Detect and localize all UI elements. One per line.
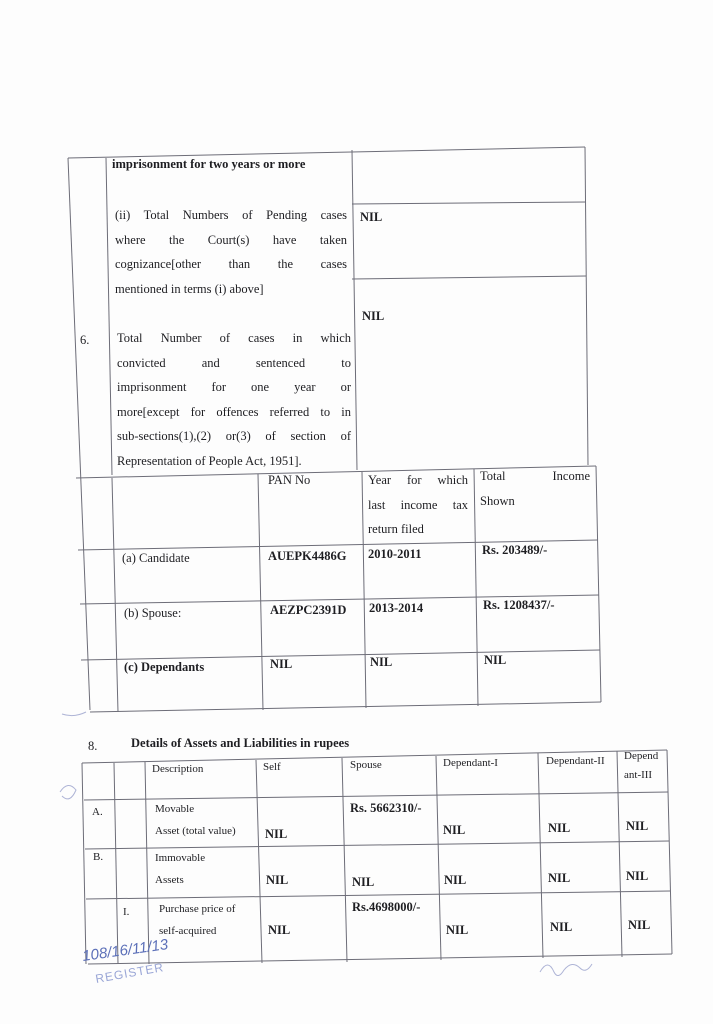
row-b-description <box>155 847 205 891</box>
year-header-line: return filed <box>368 522 424 536</box>
convicted-line: sub-sections(1),(2) or(3) of section of <box>117 429 351 443</box>
row-b-spouse: NIL <box>352 875 375 889</box>
description-header: Description <box>152 763 204 775</box>
row-i-spouse: Rs.4698000/- <box>352 900 421 914</box>
row-a-description-line: Movable <box>155 803 195 815</box>
dependant-3-header-line: Depend <box>624 750 659 762</box>
convicted-line: Total Number of cases in which <box>117 331 351 345</box>
section-8-title: Details of Assets and Liabilities in rupees <box>131 736 350 750</box>
dependants-label: (c) Dependants <box>124 660 205 674</box>
row-i-description-line: Purchase price of <box>159 903 236 915</box>
year-header <box>368 468 468 542</box>
row-a-self: NIL <box>265 827 288 841</box>
section-8-number: 8. <box>88 739 98 753</box>
candidate-pan: AUEPK4486G <box>268 549 347 563</box>
row-b-self: NIL <box>266 873 289 887</box>
pending-line: mentioned in terms (i) above] <box>115 281 264 296</box>
convicted-line: convicted and sentenced to <box>117 355 351 370</box>
row-a-dependant-2: NIL <box>548 821 571 835</box>
convicted-line: Representation of People Act, 1951]. <box>117 453 302 468</box>
spouse-year: 2013-2014 <box>369 601 424 615</box>
dependant-1-header: Dependant-I <box>443 757 498 769</box>
self-header: Self <box>263 761 281 773</box>
register-stamp-number: 108/16/11/13 <box>81 936 170 965</box>
income-header-line: Shown <box>480 493 515 508</box>
row-i-description <box>159 898 235 942</box>
dependants-income: NIL <box>484 653 507 667</box>
row-b-dependant-3: NIL <box>626 869 649 883</box>
year-header-line: Year for which <box>368 473 468 487</box>
spouse-income: Rs. 1208437/- <box>483 598 555 612</box>
convicted-cases-text <box>117 326 351 473</box>
candidate-year: 2010-2011 <box>368 547 422 561</box>
row-a-mark: A. <box>92 806 103 818</box>
row-a-dependant-1: NIL <box>443 823 466 837</box>
spouse-header: Spouse <box>350 759 382 771</box>
row-i-dependant-3: NIL <box>628 918 651 932</box>
row-i-description-line: self-acquired <box>159 925 217 937</box>
pending-line: cognizance[other than the cases <box>115 257 347 271</box>
convicted-line: more[except for offences referred to in <box>117 404 351 419</box>
candidate-income: Rs. 203489/- <box>482 543 548 557</box>
income-header <box>480 464 590 513</box>
income-header-line: Total Income <box>480 469 590 483</box>
row-a-dependant-3: NIL <box>626 819 649 833</box>
dependant-3-header-line: ant-III <box>624 769 653 781</box>
pending-cases-value: NIL <box>360 210 383 224</box>
row-a-description <box>155 798 236 842</box>
row-i-dependant-1: NIL <box>446 923 469 937</box>
row-b-mark: B. <box>93 851 104 863</box>
dependants-pan: NIL <box>270 657 293 671</box>
row-i-mark: I. <box>123 906 130 918</box>
row-b-description-line: Assets <box>155 874 184 886</box>
row-a-spouse: Rs. 5662310/- <box>350 801 422 815</box>
section-6-line-top: imprisonment for two years or more <box>112 157 306 171</box>
spouse-label: (b) Spouse: <box>124 606 182 620</box>
register-stamp-label: REGISTER <box>94 960 166 986</box>
pending-line: where the Court(s) have taken <box>115 232 347 247</box>
spouse-pan: AEZPC2391D <box>270 603 347 617</box>
pending-line: (ii) Total Numbers of Pending cases <box>115 208 347 222</box>
row-b-dependant-2: NIL <box>548 871 571 885</box>
candidate-label: (a) Candidate <box>122 551 190 565</box>
row-i-dependant-2: NIL <box>550 920 573 934</box>
pan-header: PAN No <box>268 473 311 487</box>
convicted-cases-value: NIL <box>362 309 385 323</box>
row-a-description-line: Asset (total value) <box>155 825 236 837</box>
row-i-self: NIL <box>268 923 291 937</box>
year-header-line: last income tax <box>368 497 468 512</box>
dependant-2-header: Dependant-II <box>546 755 605 767</box>
row-b-dependant-1: NIL <box>444 873 467 887</box>
row-b-description-line: Immovable <box>155 852 206 864</box>
pending-cases-text <box>115 203 347 301</box>
dependant-3-header <box>624 747 658 785</box>
section-6-number: 6. <box>80 333 90 347</box>
dependants-year: NIL <box>370 655 393 669</box>
convicted-line: imprisonment for one year or <box>117 380 351 394</box>
